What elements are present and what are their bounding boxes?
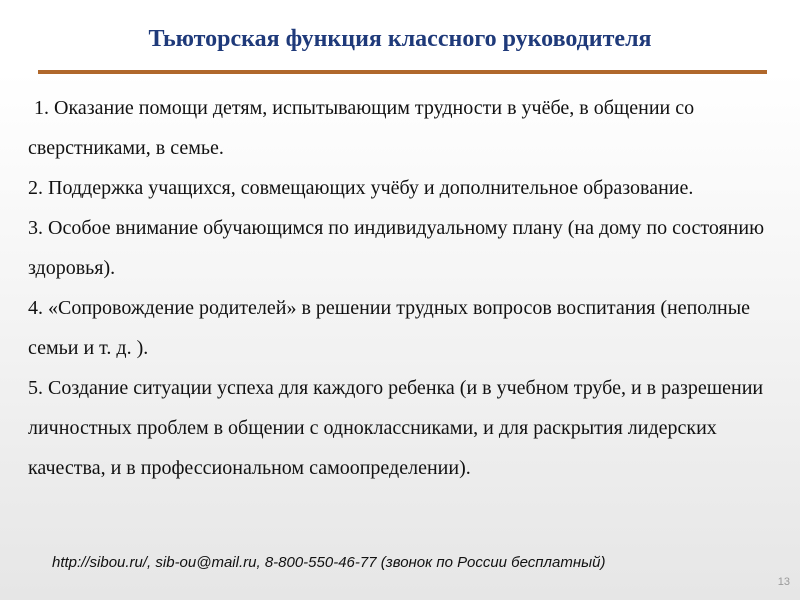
page-number: 13 [777, 576, 790, 588]
slide-body [28, 88, 776, 488]
contact-footer: http://sibou.ru/, sib-ou@mail.ru, 8-800-550-46-77 (звонок по России бесплатный) [52, 554, 606, 571]
list-item-2: 2. Поддержка учащихся, совмещающих учёбу и дополнительное образование. [28, 177, 694, 199]
list-item-4: 4. «Сопровождение родителей» в решении трудных вопросов воспитания (неполные семьи и т. д. ). [28, 297, 751, 359]
list-item-3: 3. Особое внимание обучающимся по индивидуальному плану (на дому по состоянию здоровья). [28, 217, 765, 279]
slide-title: Тьюторская функция классного руководителя [148, 26, 652, 52]
title-divider [38, 70, 767, 74]
list-item-5: 5. Создание ситуации успеха для каждого ребенка (и в учебном трубе, и в разрешении личностных проблем в общении с одноклассниками, и для раскрытия лидерских качества, и в профессиональном самоопределении). [28, 377, 764, 479]
list-item-1: 1. Оказание помощи детям, испытывающим трудности в учёбе, в общении со сверстниками, в семье. [28, 97, 695, 159]
